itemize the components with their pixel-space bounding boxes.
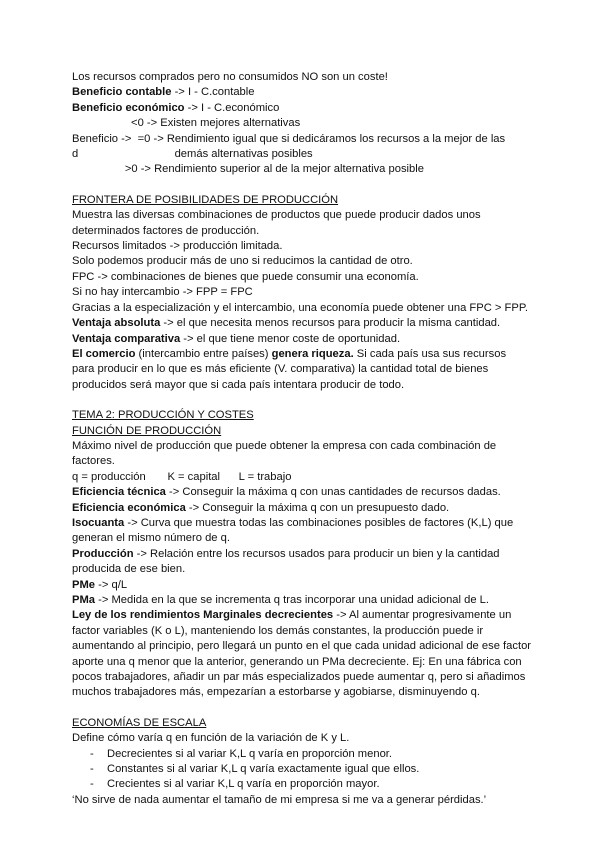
list-item-text: Crecientes si al variar K,L q varía en proporción mayor. <box>107 778 380 791</box>
subsection-heading: FUNCIÓN DE PRODUCCIÓN <box>72 424 222 437</box>
definition: Si cada país usa sus recursos <box>353 347 507 360</box>
text-line: >0 -> Rendimiento superior al de la mejor alternativa posible <box>72 163 424 176</box>
definition: -> Curva que muestra todas las combinaciones posibles de factores (K,L) que <box>124 516 514 529</box>
definition-line <box>72 608 540 623</box>
text-line: Solo podemos producir más de uno si reducimos la cantidad de otro. <box>72 255 413 268</box>
term: genera riqueza. <box>271 347 354 360</box>
term: Ventaja comparativa <box>72 332 181 345</box>
text-line: Muestra las diversas combinaciones de productos que puede producir dados unos <box>72 209 481 222</box>
list-item-text: Decrecientes si al variar K,L q varía en proporción menor. <box>107 747 393 760</box>
definition-line <box>72 547 540 562</box>
text-line: Recursos limitados -> producción limitada. <box>72 240 283 253</box>
definition: (intercambio entre países) <box>135 347 272 360</box>
bullet-dash: - <box>90 763 94 776</box>
bullet-dash: - <box>90 778 94 791</box>
text-line: muchos trabajadores más, empezarían a estorbarse y agobiarse, disminuyendo q. <box>72 686 480 699</box>
definition-line <box>72 347 540 362</box>
document-page <box>72 70 540 808</box>
definition: -> I - C.contable <box>171 86 255 99</box>
section-heading: TEMA 2: PRODUCCIÓN Y COSTES <box>72 409 254 422</box>
term: PMe <box>72 578 96 591</box>
definition: -> Conseguir la máxima q con unas cantidades de recursos dadas. <box>165 486 501 499</box>
text-line: d demás alternativas posibles <box>72 148 313 161</box>
text-line: Máximo nivel de producción que puede obtener la empresa con cada combinación de <box>72 439 497 452</box>
text-line: FPC -> combinaciones de bienes que puede consumir una economía. <box>72 270 419 283</box>
definition-line <box>72 593 540 608</box>
definition: -> Medida en la que se incrementa q tras incorporar una unidad adicional de L. <box>95 594 489 606</box>
text-line: aumentando al principio, pero llegará un punto en el que cada unidad adicional de ese factor <box>72 640 532 653</box>
section-heading: FRONTERA DE POSIBILIDADES DE PRODUCCIÓN <box>72 193 339 206</box>
text-line: Beneficio -> =0 -> Rendimiento igual que si dedicáramos los recursos a la mejor de las <box>72 132 506 145</box>
term: Producción <box>72 547 134 560</box>
term: Ley de los rendimientos Marginales decrecientes <box>72 609 334 622</box>
text-line: q = producción K = capital L = trabajo <box>72 470 292 483</box>
definition-line <box>72 578 540 593</box>
definition-line <box>72 316 540 331</box>
definition: -> el que tiene menor coste de oportunidad. <box>180 332 401 345</box>
term: Beneficio contable <box>72 86 172 99</box>
text-line: para producir en lo que es más eficiente (V. comparativa) la cantidad total de bienes <box>72 363 489 376</box>
quote-line: ‘No sirve de nada aumentar el tamaño de mi empresa si me va a generar pérdidas.’ <box>72 793 487 806</box>
text-line: aporte una q menor que la anterior, generando un PMa decreciente. Ej: En una fábrica con <box>72 655 522 668</box>
list-item <box>72 747 540 762</box>
term: Eficiencia técnica <box>72 486 166 499</box>
definition-line <box>72 101 540 116</box>
text-line: pocos trabajadores, añadir un par más especializados puede aumentar q, pero si añadimos <box>72 671 526 684</box>
term: El comercio <box>72 347 136 360</box>
definition: -> Relación entre los recursos usados para producir un bien y la cantidad <box>133 547 500 560</box>
list-item <box>72 777 540 792</box>
term: Eficiencia económica <box>72 501 186 514</box>
definition: -> el que necesita menos recursos para producir la misma cantidad. <box>160 317 501 330</box>
text-line: generan el mismo número de q. <box>72 532 230 545</box>
text-line: Si no hay intercambio -> FPP = FPC <box>72 286 253 299</box>
definition: -> I - C.económico <box>184 101 280 114</box>
definition: -> Al aumentar progresivamente un <box>333 609 512 622</box>
text-line: <0 -> Existen mejores alternativas <box>72 117 301 130</box>
definition-line <box>72 485 540 500</box>
list-item <box>72 762 540 777</box>
term: Isocuanta <box>72 516 125 529</box>
text-line: determinados factores de producción. <box>72 224 260 237</box>
text-line: factores. <box>72 455 115 468</box>
text-line: producida de ese bien. <box>72 563 186 576</box>
list-item-text: Constantes si al variar K,L q varía exactamente igual que ellos. <box>107 763 420 776</box>
text-line: Gracias a la especialización y el intercambio, una economía puede obtener una FPC > FPP. <box>72 301 528 314</box>
text-line: producidos será mayor que si cada país intentara producir de todo. <box>72 378 405 391</box>
definition-line <box>72 516 540 531</box>
bullet-dash: - <box>90 747 94 760</box>
term: PMa <box>72 594 96 606</box>
definition-line <box>72 332 540 347</box>
definition: -> Conseguir la máxima q con un presupuesto dado. <box>185 501 450 514</box>
definition: -> q/L <box>95 578 128 591</box>
term: Beneficio económico <box>72 101 185 114</box>
definition-line <box>72 501 540 516</box>
section-heading: ECONOMÍAS DE ESCALA <box>72 716 207 729</box>
definition-line <box>72 85 540 100</box>
intro-line: Los recursos comprados pero no consumidos NO son un coste! <box>72 71 388 83</box>
text-line: factor variables (K o L), manteniendo los demás constantes, la producción puede ir <box>72 624 484 637</box>
text-line: Define cómo varía q en función de la variación de K y L. <box>72 732 350 745</box>
term: Ventaja absoluta <box>72 317 161 330</box>
